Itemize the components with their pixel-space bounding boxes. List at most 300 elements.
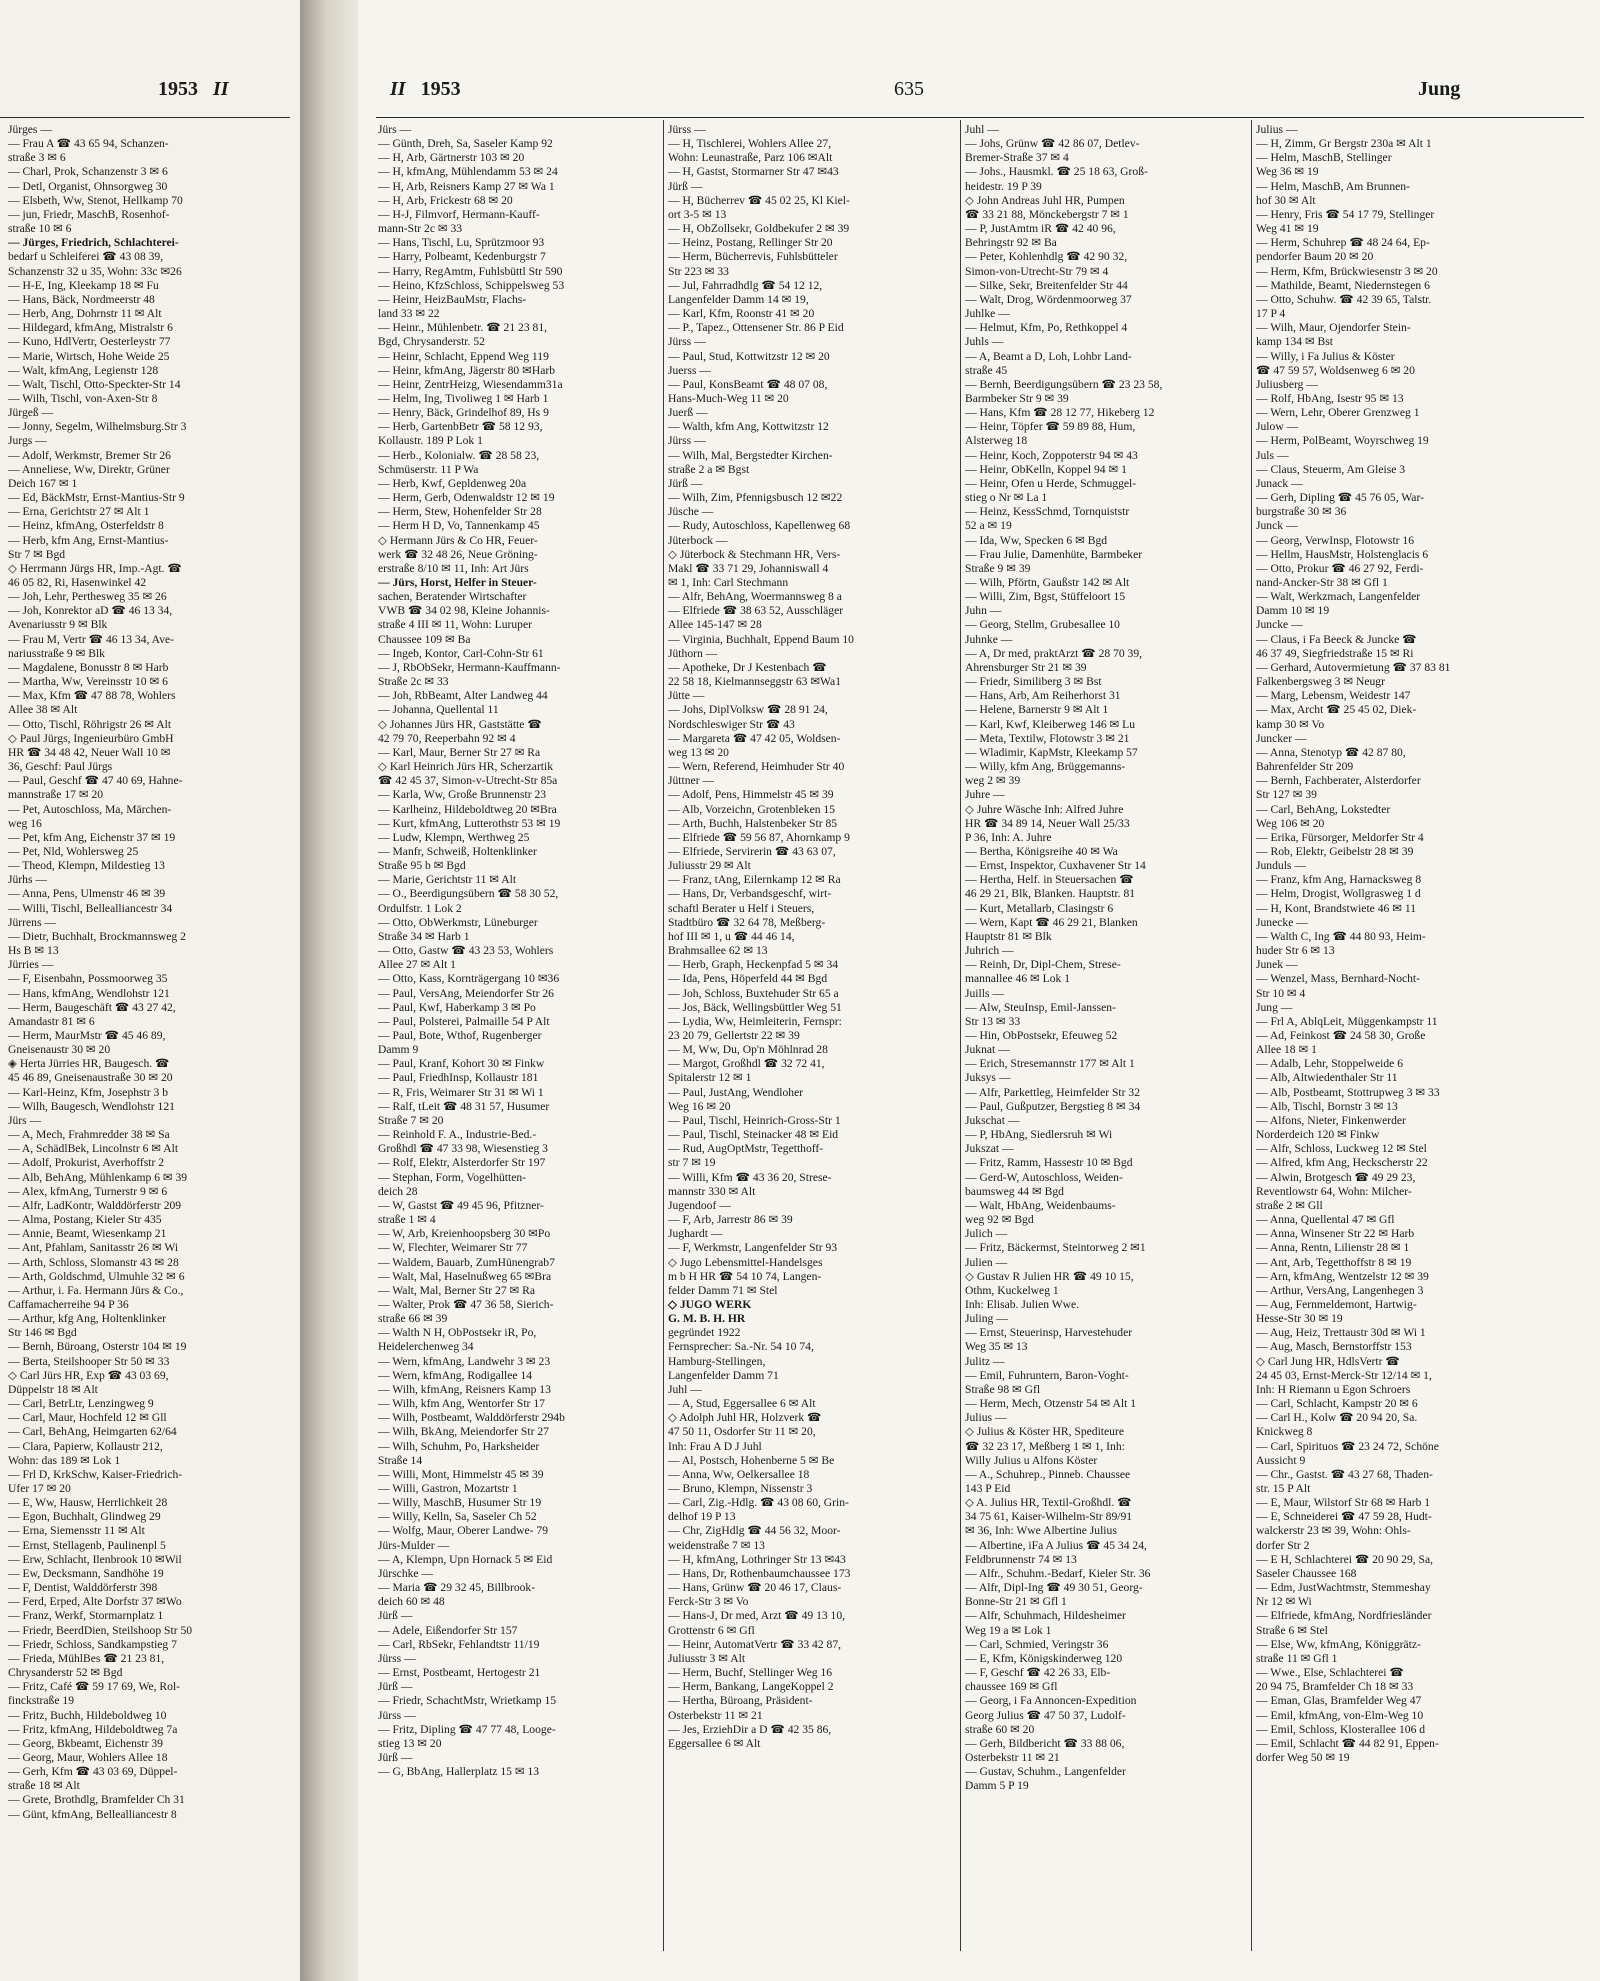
directory-entry: — Walt, HbAng, Weidenbaums-	[965, 1198, 1116, 1212]
directory-entry: stieg 13 ✉ 20	[378, 1736, 442, 1750]
directory-entry: — Frl A, AblqLeit, Müggenkampstr 11	[1256, 1014, 1438, 1028]
surname-heading: Juhnke —	[965, 632, 1013, 646]
directory-entry: baumsweg 44 ✉ Bgd	[965, 1184, 1064, 1198]
directory-entry: — Herb, kfm Ang, Ernst-Mantius-	[8, 533, 169, 547]
directory-entry: Bonne-Str 21 ✉ Gfl 1	[965, 1595, 1067, 1609]
directory-entry: straße 45	[965, 363, 1008, 377]
directory-entry: — A, Stud, Eggersallee 6 ✉ Alt	[668, 1397, 816, 1411]
directory-entry: — Georg, VerwInsp, Flotowstr 16	[1256, 533, 1415, 547]
directory-entry: — Willi, Zim, Bgst, Stüffeloort 15	[965, 590, 1126, 604]
directory-entry: Wohn: Leunastraße, Parz 106 ✉Alt	[668, 151, 833, 165]
directory-entry: — Ralf, tLeit ☎ 48 31 57, Husumer	[378, 1099, 550, 1113]
directory-entry: Weg 41 ✉ 19	[1256, 222, 1319, 236]
directory-entry: — Virginia, Buchhalt, Eppend Baum 10	[668, 632, 854, 646]
directory-entry: ☎ 42 45 37, Simon-v-Utrecht-Str 85a	[378, 774, 558, 788]
directory-entry: — Chr., Gastst. ☎ 43 27 68, Thaden-	[1256, 1467, 1433, 1481]
surname-heading: Jürschke —	[378, 1566, 434, 1580]
directory-entry: — A, Mech, Frahmredder 38 ✉ Sa	[8, 1128, 170, 1142]
directory-entry: — Friedr, Similiberg 3 ✉ Bst	[965, 675, 1102, 689]
directory-entry: — P., Tapez., Ottensener Str. 86 P Eid	[668, 321, 844, 335]
directory-entry: straße 2 ✉ Gll	[1256, 1198, 1323, 1212]
directory-entry: Allee 145-147 ✉ 28	[668, 618, 762, 632]
directory-entry: 143 P Eid	[965, 1482, 1011, 1495]
surname-heading: Julius —	[1256, 123, 1298, 136]
directory-entry: — Walt, kfmAng, Legienstr 128	[8, 363, 159, 377]
directory-entry: — Wilh, Postbeamt, Walddörferstr 294b	[378, 1411, 565, 1425]
directory-entry: — Herm, Mech, Otzenstr 54 ✉ Alt 1	[965, 1397, 1137, 1411]
directory-entry: — Helm, MaschB, Stellinger	[1256, 151, 1392, 165]
surname-heading: Jürrens —	[8, 915, 56, 929]
surname-heading: Julius —	[965, 1411, 1007, 1425]
directory-entry: — Alfons, Nieter, Finkenwerder	[1256, 1113, 1406, 1127]
directory-entry: — Wilh, BkAng, Meiendorfer Str 27	[378, 1425, 549, 1439]
directory-entry: — F, Eisenbahn, Possmoorweg 35	[8, 972, 168, 986]
directory-entry: Straße 6 ✉ Stel	[1256, 1623, 1328, 1637]
surname-heading: Junek —	[1256, 958, 1298, 972]
directory-entry: — Bruno, Klempn, Nissenstr 3	[668, 1482, 813, 1495]
directory-entry: — Clara, Papierw, Kollaustr 212,	[8, 1439, 163, 1453]
directory-entry: Brahmsallee 62 ✉ 13	[668, 944, 768, 958]
directory-entry: 24 45 03, Ernst-Merck-Str 12/14 ✉ 1,	[1256, 1368, 1432, 1382]
directory-entry: — W, Flechter, Weimarer Str 77	[378, 1241, 528, 1255]
directory-entry: — Karl-Heinz, Kfm, Josephstr 3 b	[8, 1085, 169, 1099]
directory-entry: ◇ Paul Jürgs, Ingenieurbüro GmbH	[8, 731, 174, 745]
directory-entry: Makl ☎ 33 71 29, Johanniswall 4	[668, 561, 829, 575]
directory-entry: — H, kfmAng, Lothringer Str 13 ✉43	[668, 1552, 846, 1566]
directory-entry: str 7 ✉ 19	[668, 1156, 716, 1170]
directory-entry: — Johs, DiplVolksw ☎ 28 91 24,	[668, 703, 828, 717]
directory-entry: ◇ Karl Heinrich Jürs HR, Scherzartik	[378, 760, 554, 774]
directory-entry: straße 10 ✉ 6	[8, 222, 72, 236]
directory-entry: — Anna, Rentn, Lilienstr 28 ✉ 1	[1256, 1241, 1410, 1255]
directory-entry: str. 15 P Alt	[1256, 1482, 1311, 1495]
directory-entry: — Hans, Dr, Verbandsgeschf, wirt-	[668, 887, 832, 901]
directory-entry: — Joh, Schloss, Buxtehuder Str 65 a	[668, 986, 839, 1000]
directory-entry: — Erika, Fürsorger, Meldorfer Str 4	[1256, 830, 1424, 844]
directory-entry: — Marg, Lebensm, Weidestr 147	[1256, 689, 1411, 703]
directory-entry: — Herb, Ang, Dohrnstr 11 ✉ Alt	[8, 307, 162, 321]
directory-entry: — Heinr, ZentrHeizg, Wiesendamm31a	[378, 377, 563, 391]
surname-heading: Jugendoof —	[668, 1198, 731, 1212]
directory-entry: — Ernst, Stellagenb, Paulinenpl 5	[8, 1538, 166, 1552]
surname-heading: Jürss —	[378, 1708, 416, 1722]
left-header-rule	[0, 117, 290, 118]
surname-heading: Juerss —	[668, 363, 711, 377]
directory-entry: ort 3-5 ✉ 13	[668, 207, 727, 221]
directory-entry: — W, Arb, Kreienhoopsberg 30 ✉Po	[378, 1227, 551, 1241]
directory-entry: — Gustav, Schuhm., Langenfelder	[965, 1765, 1126, 1779]
directory-entry: — Hin, ObPostsekr, Efeuweg 52	[965, 1029, 1118, 1042]
directory-entry: — Walter, Prok ☎ 47 36 58, Sierich-	[378, 1297, 554, 1311]
directory-entry: — F, Arb, Jarrestr 86 ✉ 39	[668, 1213, 793, 1227]
directory-entry: — Ernst, Postbeamt, Hertogestr 21	[378, 1666, 541, 1680]
directory-entry: — Emil, kfmAng, von-Elm-Weg 10	[1256, 1708, 1424, 1722]
directory-entry: Ahrensburger Str 21 ✉ 39	[965, 660, 1087, 674]
directory-entry: heidestr. 19 P 39	[965, 179, 1042, 193]
directory-entry: — R, Fris, Weimarer Str 31 ✉ Wi 1	[378, 1085, 544, 1099]
directory-entry: — Kurt, kfmAng, Lutterothstr 53 ✉ 19	[378, 816, 561, 830]
directory-entry: — Alfr, Schuhmach, Hildesheimer	[965, 1609, 1126, 1623]
directory-entry: — Herb, GartenbBetr ☎ 58 12 93,	[378, 420, 543, 434]
directory-entry: — Hertha, Helf. in Steuersachen ☎	[965, 873, 1134, 887]
directory-entry: — Paul, Geschf ☎ 47 40 69, Hahne-	[8, 774, 183, 788]
directory-entry: — Alb, Altwiedenthaler Str 11	[1256, 1071, 1398, 1085]
directory-entry: — Heino, KfzSchloss, Schippelsweg 53	[378, 278, 565, 292]
directory-entry: — Willi, Kfm ☎ 43 36 20, Strese-	[668, 1170, 832, 1184]
surname-heading: Juksys —	[965, 1071, 1011, 1085]
directory-entry: — Heinz, Postang, Rellinger Str 20	[668, 236, 833, 250]
surname-heading: Juills —	[965, 986, 1004, 1000]
directory-entry: — Helmut, Kfm, Po, Rethkoppel 4	[965, 321, 1128, 335]
directory-entry: — Annie, Beamt, Wiesenkamp 21	[8, 1227, 167, 1241]
directory-entry: — Carl, Spirituos ☎ 23 24 72, Schöne	[1256, 1439, 1439, 1453]
directory-entry: Str 10 ✉ 4	[1256, 986, 1306, 1000]
directory-entry: — Herm H D, Vo, Tannenkamp 45	[378, 519, 540, 533]
directory-entry: P 36, Inh: A. Juhre	[965, 830, 1052, 844]
directory-entry: weidenstraße 7 ✉ 13	[668, 1538, 765, 1552]
directory-entry: — Hans, Tischl, Lu, Sprützmoor 93	[378, 236, 545, 250]
directory-entry: kamp 30 ✉ Vo	[1256, 717, 1325, 731]
directory-entry: straße 11 ✉ Gfl 1	[1256, 1651, 1338, 1665]
directory-entry: — Herb, Graph, Heckenpfad 5 ✉ 34	[668, 958, 839, 972]
directory-entry: — Herb., Kolonialw. ☎ 28 58 23,	[378, 448, 540, 462]
directory-entry: — Herm, Gerb, Odenwaldstr 12 ✉ 19	[378, 491, 555, 505]
directory-entry: Ufer 17 ✉ 20	[8, 1482, 71, 1495]
surname-heading: Jürß —	[668, 476, 703, 490]
directory-entry: ✉ 36, Inh: Wwe Albertine Julius	[965, 1524, 1117, 1538]
directory-entry: — Fritz, Bäckermst, Steintorweg 2 ✉1	[965, 1241, 1146, 1255]
directory-entry: — Fritz, kfmAng, Hildeboldtweg 7a	[8, 1722, 178, 1736]
directory-entry: Schmüserstr. 11 P Wa	[378, 462, 479, 476]
directory-entry: Str 146 ✉ Bgd	[8, 1326, 77, 1340]
directory-entry: — Emil, Fuhruntern, Baron-Voght-	[965, 1368, 1129, 1382]
directory-entry: — Herb, Kwf, Gepldenweg 20a	[378, 476, 527, 490]
directory-entry: ☎ 32 23 17, Meßberg 1 ✉ 1, Inh:	[965, 1439, 1125, 1453]
directory-entry: straße 4 III ✉ 11, Wohn: Luruper	[378, 618, 532, 632]
directory-entry: — H, Arb, Gärtnerstr 103 ✉ 20	[378, 151, 525, 165]
directory-entry: — Paul, JustAng, Wendloher	[668, 1085, 804, 1099]
directory-entry: — Carl, Schmied, Veringstr 36	[965, 1637, 1109, 1651]
directory-entry: — Aug, Fernmeldemont, Hartwig-	[1256, 1297, 1417, 1311]
right-header-part: II	[390, 78, 406, 100]
directory-entry: — Chr, ZigHdlg ☎ 44 56 32, Moor-	[668, 1524, 841, 1538]
directory-entry: HR ☎ 34 48 42, Neuer Wall 10 ✉	[8, 745, 171, 759]
directory-entry: — Emil, Schlacht ☎ 44 82 91, Eppen-	[1256, 1736, 1439, 1750]
directory-entry: Damm 10 ✉ 19	[1256, 604, 1330, 618]
directory-entry: pendorfer Baum 20 ✉ 20	[1256, 250, 1374, 264]
directory-entry: ◇ Carl Jürs HR, Exp ☎ 43 03 69,	[8, 1368, 169, 1382]
directory-entry: — Elsbeth, Ww, Stenot, Hellkamp 70	[8, 193, 183, 207]
directory-entry: — Herm, Baugeschäft ☎ 43 27 42,	[8, 1000, 176, 1014]
directory-entry: — M, Ww, Du, Op'n Möhlnrad 28	[668, 1043, 828, 1057]
directory-entry: — Henry, Bäck, Grindelhof 89, Hs 9	[378, 406, 549, 420]
directory-entry: — Gerh, Bildbericht ☎ 33 88 06,	[965, 1736, 1125, 1750]
directory-entry: — Paul, KonsBeamt ☎ 48 07 08,	[668, 377, 828, 391]
directory-entry: Eggersallee 6 ✉ Alt	[668, 1736, 761, 1750]
directory-entry: — Anneliese, Ww, Direktr, Grüner	[8, 462, 170, 476]
directory-entry: Großhdl ☎ 47 33 98, Wiesenstieg 3	[378, 1142, 548, 1156]
directory-entry: — Wern, Referend, Heimhuder Str 40	[668, 760, 845, 774]
directory-entry: Schanzenstr 32 u 35, Wohn: 33c ✉26	[8, 264, 182, 278]
directory-entry: — Wilh, Maur, Ojendorfer Stein-	[1256, 321, 1411, 335]
directory-entry: — Ernst, Steuerinsp, Harvestehuder	[965, 1326, 1133, 1340]
surname-heading: Jukszat —	[965, 1142, 1014, 1156]
directory-entry: — Wilh, Mal, Bergstedter Kirchen-	[668, 448, 833, 462]
surname-heading: Jürß —	[378, 1680, 413, 1694]
directory-entry: sachen, Beratender Wirtschafter	[378, 590, 527, 604]
directory-entry: — Adolf, Prokurist, Averhoffstr 2	[8, 1156, 165, 1170]
directory-entry: — E, Ww, Hausw, Herrlichkeit 28	[8, 1496, 168, 1510]
directory-entry: — Anna, Ww, Oelkersallee 18	[668, 1467, 810, 1481]
directory-entry: — Theod, Klempn, Mildestieg 13	[8, 859, 165, 873]
directory-entry: — Wilh, Tischl, von-Axen-Str 8	[8, 391, 158, 405]
directory-entry: nariusstraße 9 ✉ Blk	[8, 646, 105, 660]
surname-heading: Julow —	[1256, 420, 1299, 434]
directory-entry: Straße 95 b ✉ Bgd	[378, 859, 466, 873]
directory-entry: — Frau Julie, Damenhüte, Barmbeker	[965, 547, 1143, 561]
directory-entry: — Detl, Organist, Ohnsorgweg 30	[8, 179, 168, 193]
directory-entry: — A., Schuhrep., Pinneb. Chaussee	[965, 1467, 1131, 1481]
surname-heading: Juhl —	[668, 1382, 702, 1396]
directory-entry: — Wilh, Baugesch, Wendlohstr 121	[8, 1099, 175, 1113]
directory-entry: — Arn, kfmAng, Wentzelstr 12 ✉ 39	[1256, 1269, 1429, 1283]
directory-entry: — Rolf, HbAng, Isestr 95 ✉ 13	[1256, 391, 1404, 405]
surname-heading: Junduls —	[1256, 859, 1306, 873]
directory-entry: — Manfr, Schweiß, Holtenklinker	[378, 844, 537, 858]
directory-entry: — Heinr, ObKelln, Koppel 94 ✉ 1	[965, 462, 1127, 476]
directory-entry: — Ed, BäckMstr, Ernst-Mantius-Str 9	[8, 491, 185, 505]
directory-entry: — Herm, Bücherrevis, Fuhlsbütteler	[668, 250, 838, 264]
surname-heading: Juls —	[1256, 448, 1289, 462]
directory-entry: — Hildegard, kfmAng, Mistralstr 6	[8, 321, 173, 335]
directory-entry: — H, Bücherrev ☎ 45 02 25, Kl Kiel-	[668, 193, 850, 207]
directory-entry: ◇ Adolph Juhl HR, Holzverk ☎	[668, 1411, 822, 1425]
directory-entry: — Berta, Steilshooper Str 50 ✉ 33	[8, 1354, 170, 1368]
surname-heading: Jürss —	[668, 335, 706, 349]
directory-entry: — F, Geschf ☎ 42 26 33, Elb-	[965, 1666, 1111, 1680]
directory-entry: Nr 12 ✉ Wi	[1256, 1595, 1312, 1609]
page-number: 635	[894, 78, 924, 100]
directory-entry: — Walt, Mal, Haselnußweg 65 ✉Bra	[378, 1269, 552, 1283]
directory-entry: Osterbekstr 11 ✉ 21	[668, 1708, 763, 1722]
directory-entry: — Wenzel, Mass, Bernhard-Nocht-	[1256, 972, 1421, 986]
directory-entry: — Karl, Kfm, Roonstr 41 ✉ 20	[668, 307, 815, 321]
surname-heading: Jürs —	[8, 1113, 42, 1127]
directory-entry: 46 29 21, Blk, Blanken. Hauptstr. 81	[965, 887, 1136, 901]
directory-entry: 42 79 70, Reeperbahn 92 ✉ 4	[378, 731, 516, 745]
directory-entry: Hs B ✉ 13	[8, 944, 59, 958]
directory-entry: — Frau M, Vertr ☎ 46 13 34, Ave-	[8, 632, 175, 646]
directory-entry: Inh: H Riemann u Egon Schroers	[1256, 1382, 1411, 1396]
surname-heading: Jürß —	[668, 179, 703, 193]
directory-entry: — Carl, BehAng, Lokstedter	[1256, 802, 1391, 816]
directory-entry: Fernsprecher: Sa.-Nr. 54 10 74,	[668, 1340, 814, 1354]
directory-entry: — H-E, Ing, Kleekamp 18 ✉ Fu	[8, 278, 159, 292]
directory-entry: Juliusstr 3 ✉ Alt	[668, 1651, 746, 1665]
directory-entry: — Eman, Glas, Bramfelder Weg 47	[1256, 1694, 1422, 1708]
directory-entry: — Heinz, KessSchmd, Tornquiststr	[965, 505, 1130, 519]
directory-entry: — Jonny, Segelm, Wilhelmsburg.Str 3	[8, 420, 187, 434]
right-header-year: 1953	[420, 78, 461, 100]
directory-entry: — Hans-J, Dr med, Arzt ☎ 49 13 10,	[668, 1609, 846, 1623]
directory-entry: weg 13 ✉ 20	[668, 745, 729, 759]
directory-entry: — Pet, kfm Ang, Eichenstr 37 ✉ 19	[8, 830, 176, 844]
directory-entry: — Ingeb, Kontor, Carl-Cohn-Str 61	[378, 646, 544, 660]
directory-entry: m b H HR ☎ 54 10 74, Langen-	[668, 1269, 822, 1283]
directory-entry: — Ant, Pfahlam, Sanitasstr 26 ✉ Wi	[8, 1241, 179, 1255]
directory-entry: — Paul, Tischl, Heinrich-Gross-Str 1	[668, 1113, 841, 1127]
directory-entry: — Wilh, Zim, Pfennigsbusch 12 ✉22	[668, 491, 843, 505]
directory-entry: — Otto, Tischl, Röhrigstr 26 ✉ Alt	[8, 717, 172, 731]
directory-entry: — Max, Archt ☎ 25 45 02, Diek-	[1256, 703, 1417, 717]
directory-entry: — Bernh, Beerdigungsübern ☎ 23 23 58,	[965, 377, 1163, 391]
directory-entry: — Hans, Grünw ☎ 20 46 17, Claus-	[668, 1581, 842, 1595]
directory-entry: schaftl Berater u Helf i Steuers,	[668, 901, 815, 915]
directory-entry: — Claus, i Fa Beeck & Juncke ☎	[1256, 632, 1417, 646]
directory-entry: — Max, Kfm ☎ 47 88 78, Wohlers	[8, 689, 176, 703]
directory-entry: — Albertine, iFa A Julius ☎ 45 34 24,	[965, 1538, 1147, 1552]
directory-entry: — Carl, Zig.-Hdlg. ☎ 43 08 60, Grin-	[668, 1496, 849, 1510]
directory-entry: — Johs, Grünw ☎ 42 86 07, Detlev-	[965, 137, 1140, 151]
directory-entry: 20 94 75, Bramfelder Ch 18 ✉ 33	[1256, 1680, 1414, 1694]
directory-entry: Georg Julius ☎ 47 50 37, Ludolf-	[965, 1708, 1126, 1722]
directory-entry: Allee 18 ✉ 1	[1256, 1043, 1317, 1057]
directory-entry: — Karl, Kwf, Kleiberweg 146 ✉ Lu	[965, 717, 1136, 731]
directory-entry: — Heinz, kfmAng, Osterfeldstr 8	[8, 519, 164, 533]
directory-entry: deich 60 ✉ 48	[378, 1595, 445, 1609]
directory-entry: — Karla, Ww, Große Brunnenstr 23	[378, 788, 547, 802]
directory-entry: kamp 134 ✉ Bst	[1256, 335, 1334, 349]
directory-entry: — Willi, Tischl, Bellealliancestr 34	[8, 901, 173, 915]
directory-entry: — W, Gastst ☎ 49 45 96, Pfitzner-	[378, 1198, 544, 1212]
directory-entry: — F, Dentist, Walddörferstr 398	[8, 1581, 158, 1595]
directory-entry: mannallee 46 ✉ Lok 1	[965, 972, 1071, 986]
directory-entry: — Paul, Stud, Kottwitzstr 12 ✉ 20	[668, 349, 830, 363]
directory-entry: weg 2 ✉ 39	[965, 774, 1021, 788]
directory-entry: — Heinr, Koch, Zoppoterstr 94 ✉ 43	[965, 448, 1138, 462]
directory-entry: — F, Werkmstr, Langenfelder Str 93	[668, 1241, 838, 1255]
directory-entry: — Edm, JustWachtmstr, Stemmeshay	[1256, 1581, 1431, 1595]
directory-entry: — Willi, Mont, Himmelstr 45 ✉ 39	[378, 1467, 544, 1481]
directory-entry: — Ant, Arb, Tegetthoffstr 8 ✉ 19	[1256, 1255, 1412, 1269]
directory-entry: hof 30 ✉ Alt	[1256, 193, 1316, 207]
directory-entry: — H, Gastst, Stormarner Str 47 ✉43	[668, 165, 839, 179]
right-page-header-left	[390, 78, 461, 101]
directory-entry: straße 18 ✉ Alt	[8, 1779, 80, 1793]
directory-entry: — Reinhold F. A., Industrie-Bed.-	[378, 1128, 537, 1142]
directory-entry: — Heinr, Ofen u Herde, Schmuggel-	[965, 476, 1137, 490]
directory-entry: Ordulfstr. 1 Lok 2	[378, 901, 462, 915]
directory-entry: Othm, Kuckelweg 1	[965, 1283, 1059, 1297]
surname-heading: Julitz —	[965, 1354, 1005, 1368]
directory-entry: — Harry, RegAmtm, Fuhlsbüttl Str 590	[378, 264, 563, 278]
directory-entry: deich 28	[378, 1184, 418, 1198]
directory-entry: — Wilh, Pförtn, Gaußstr 142 ✉ Alt	[965, 576, 1130, 589]
directory-entry: stieg o Nr ✉ La 1	[965, 491, 1048, 505]
directory-entry: — Friedr, BeerdDien, Steilshoop Str 50	[8, 1623, 193, 1637]
directory-entry: land 33 ✉ 22	[378, 307, 440, 321]
directory-entry: — Frieda, MühlBes ☎ 21 23 81,	[8, 1651, 165, 1665]
directory-entry: — Friedr, SchachtMstr, Wrietkamp 15	[378, 1694, 557, 1708]
directory-entry: — H, Zimm, Gr Bergstr 230a ✉ Alt 1	[1256, 137, 1432, 151]
directory-entry: Straße 14	[378, 1453, 423, 1467]
surname-heading: Juhrich —	[965, 944, 1014, 958]
surname-heading: Juhls —	[965, 335, 1004, 349]
directory-entry: Wohn: das 189 ✉ Lok 1	[8, 1453, 121, 1467]
directory-entry: — Erich, Stresemannstr 177 ✉ Alt 1	[965, 1057, 1135, 1071]
directory-entry: ◇ Hermann Jürs & Co HR, Feuer-	[378, 533, 538, 547]
directory-entry: — Rolf, Elektr, Alsterdorfer Str 197	[378, 1156, 546, 1170]
directory-entry: finckstraße 19	[8, 1694, 74, 1708]
directory-entry: — Adolf, Pens, Himmelstr 45 ✉ 39	[668, 788, 834, 802]
directory-entry: Weg 35 ✉ 13	[965, 1340, 1028, 1354]
directory-entry: 52 a ✉ 19	[965, 519, 1012, 533]
directory-entry: — Friedr, Schloss, Sandkampstieg 7	[8, 1637, 177, 1651]
directory-entry: — Hans, Kfm ☎ 28 12 77, Hikeberg 12	[965, 406, 1155, 420]
directory-entry: Saseler Chaussee 168	[1256, 1566, 1357, 1580]
directory-entry: — Paul, Tischl, Steinacker 48 ✉ Eid	[668, 1128, 839, 1142]
surname-heading: Jüttner —	[668, 774, 715, 788]
directory-entry: ◇ Herrmann Jürgs HR, Imp.-Agt. ☎	[8, 561, 182, 575]
directory-entry: Hamburg-Stellingen,	[668, 1354, 766, 1368]
directory-entry: — H, Arb, Reisners Kamp 27 ✉ Wa 1	[378, 179, 555, 193]
directory-entry: — Gerh, Dipling ☎ 45 76 05, War-	[1256, 491, 1424, 505]
surname-heading: Jüthorn —	[668, 646, 718, 660]
directory-entry: — Pet, Autoschloss, Ma, Märchen-	[8, 802, 172, 816]
directory-entry: — Dietr, Buchhalt, Brockmannsweg 2	[8, 929, 186, 943]
directory-entry: — Johs., Hausmkl. ☎ 25 18 63, Groß-	[965, 165, 1148, 179]
directory-entry: — O., Beerdigungsübern ☎ 58 30 52,	[378, 887, 559, 901]
directory-entry: — Wwe., Else, Schlachterei ☎	[1256, 1666, 1404, 1680]
directory-entry: — Georg, i Fa Annoncen-Expedition	[965, 1694, 1137, 1708]
directory-entry: delhof 19 P 13	[668, 1510, 736, 1524]
directory-entry: Langenfelder Damm 71	[668, 1368, 779, 1382]
directory-entry: — Rob, Elektr, Geibelstr 28 ✉ 39	[1256, 844, 1414, 858]
directory-entry: Ferck-Str 3 ✉ Vo	[668, 1595, 749, 1609]
directory-entry: — Willy, kfm Ang, Brüggemanns-	[965, 760, 1126, 774]
directory-entry: — P, HbAng, Siedlersruh ✉ Wi	[965, 1128, 1113, 1142]
directory-entry: — Otto, ObWerkmstr, Lüneburger	[378, 915, 538, 929]
directory-entry: — Rudy, Autoschloss, Kapellenweg 68	[668, 519, 851, 533]
directory-entry: — Carl, Schlacht, Kampstr 20 ✉ 6	[1256, 1397, 1418, 1411]
directory-entry: — Aug, Heiz, Trettaustr 30d ✉ Wi 1	[1256, 1326, 1426, 1340]
surname-heading: Jukschat —	[965, 1113, 1020, 1127]
surname-heading: Jürss —	[668, 123, 706, 136]
catchword: Jung	[1418, 78, 1461, 100]
directory-entry: — Hellm, HausMstr, Holstenglacis 6	[1256, 547, 1429, 561]
directory-entry: Willy Julius u Alfons Köster	[965, 1453, 1098, 1467]
directory-entry: — Harry, Polbeamt, Kedenburgstr 7	[378, 250, 546, 264]
directory-entry: — Herm, Buchf, Stellinger Weg 16	[668, 1666, 833, 1680]
directory-entry: — Waldem, Bauarb, ZumHünengrab7	[378, 1255, 555, 1269]
directory-entry: werk ☎ 32 48 26, Neue Gröning-	[378, 547, 538, 561]
directory-entry: erstraße 8/10 ✉ 11, Inh: Art Jürs	[378, 561, 529, 575]
directory-entry: — Erw, Schlacht, Ilenbrook 10 ✉Wil	[8, 1552, 182, 1566]
directory-entry: — Carl, Maur, Hochfeld 12 ✉ Gll	[8, 1411, 167, 1425]
right-header-rule	[376, 117, 1584, 118]
directory-entry: hof III ✉ 1, u ☎ 44 46 14,	[668, 929, 795, 943]
directory-entry: 22 58 18, Kielmannseggstr 63 ✉Wa1	[668, 675, 841, 689]
directory-entry: — H, Kont, Brandstwiete 46 ✉ 11	[1256, 901, 1416, 915]
directory-entry: 46 37 49, Siegfriedstraße 15 ✉ Ri	[1256, 646, 1414, 660]
directory-entry: — Hertha, Büroang, Präsident-	[668, 1694, 813, 1708]
directory-entry: — Lydia, Ww, Heimleiterin, Fernspr:	[668, 1014, 842, 1028]
directory-entry: — Heinr, HeizBauMstr, Flachs-	[378, 292, 527, 306]
directory-entry: Langenfelder Damm 14 ✉ 19,	[668, 292, 809, 306]
directory-entry: — Marie, Wirtsch, Hohe Weide 25	[8, 349, 170, 363]
directory-entry: — Elfriede, Servirerin ☎ 43 63 07,	[668, 844, 836, 858]
directory-column-3	[965, 123, 1247, 1961]
